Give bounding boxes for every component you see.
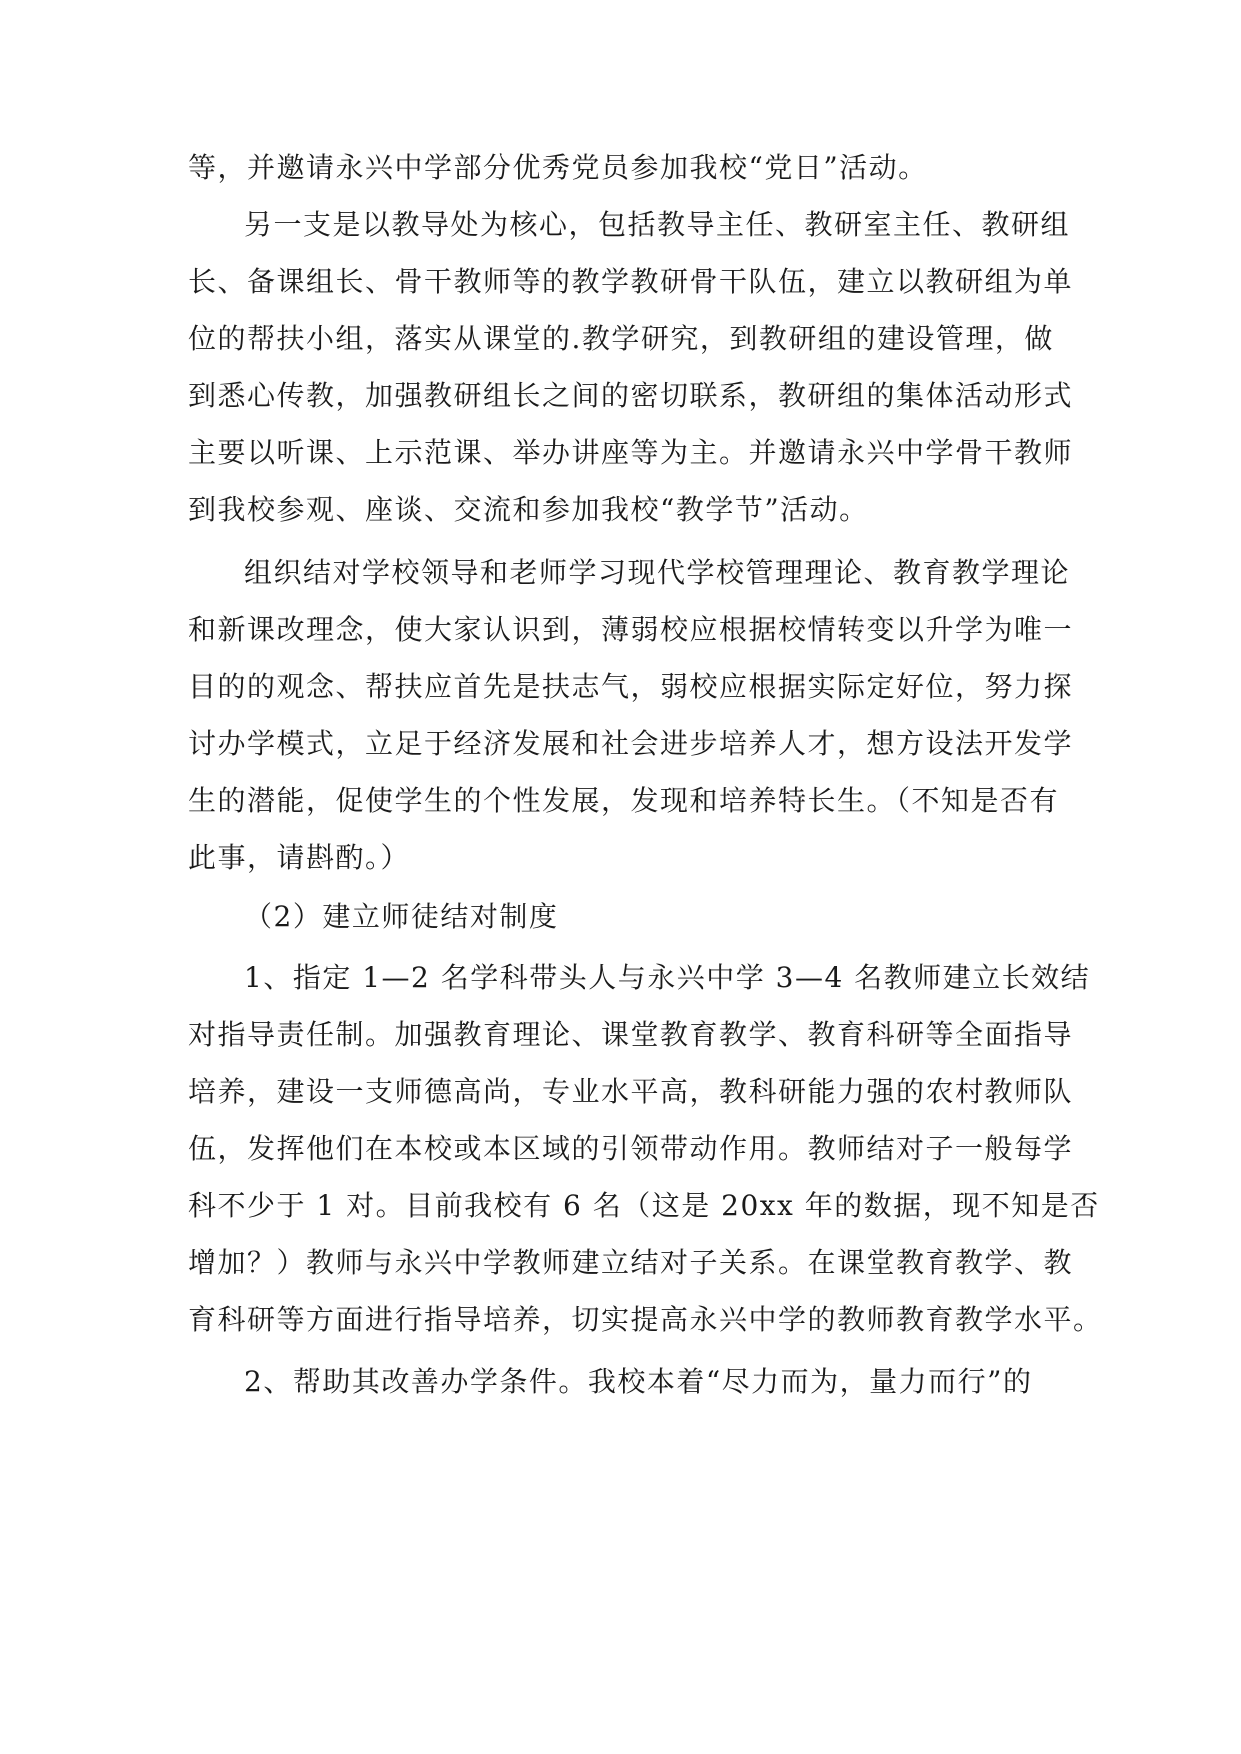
paragraph-line: 主要以听课、上示范课、举办讲座等为主。并邀请永兴中学骨干教师 [188,436,1074,469]
paragraph-line: 讨办学模式，立足于经济发展和社会进步培养人才，想方设法开发学 [188,727,1074,760]
paragraph-line: 生的潜能，促使学生的个性发展，发现和培养特长生。（不知是否有 [188,784,1060,817]
paragraph-line: 等，并邀请永兴中学部分优秀党员参加我校“党日”活动。 [188,151,928,184]
paragraph-line: 和新课改理念，使大家认识到，薄弱校应根据校情转变以升学为唯一 [188,613,1074,646]
paragraph-line: 长、备课组长、骨干教师等的教学教研骨干队伍，建立以教研组为单 [188,265,1074,298]
paragraph-line: 科不少于 1 对。目前我校有 6 名（这是 20xx 年的数据，现不知是否 [188,1189,1100,1222]
paragraph-line: 另一支是以教导处为核心，包括教导主任、教研室主任、教研组 [244,208,1071,241]
paragraph-line: 到悉心传教，加强教研组长之间的密切联系，教研组的集体活动形式 [188,379,1074,412]
paragraph-line: 2、帮助其改善办学条件。我校本着“尽力而为，量力而行”的 [244,1365,1033,1398]
paragraph-line: 到我校参观、座谈、交流和参加我校“教学节”活动。 [188,493,869,526]
paragraph-line: 增加？）教师与永兴中学教师建立结对子关系。在课堂教育教学、教 [188,1246,1074,1279]
paragraph-line: 培养，建设一支师德高尚，专业水平高，教科研能力强的农村教师队 [188,1075,1074,1108]
paragraph-line: 对指导责任制。加强教育理论、课堂教育教学、教育科研等全面指导 [188,1018,1074,1051]
section-heading: （2）建立师徒结对制度 [244,900,559,933]
paragraph-line: 育科研等方面进行指导培养，切实提高永兴中学的教师教育教学水平。 [188,1303,1103,1336]
paragraph-line: 目的的观念、帮扶应首先是扶志气，弱校应根据实际定好位，努力探 [188,670,1074,703]
paragraph-line: 此事，请斟酌。） [188,841,411,874]
paragraph-line: 组织结对学校领导和老师学习现代学校管理理论、教育教学理论 [244,556,1071,589]
paragraph-line: 伍，发挥他们在本校或本区域的引领带动作用。教师结对子一般每学 [188,1132,1074,1165]
paragraph-line: 位的帮扶小组，落实从课堂的.教学研究，到教研组的建设管理，做 [188,322,1054,355]
paragraph-line: 1、指定 1—2 名学科带头人与永兴中学 3—4 名教师建立长效结 [244,961,1091,994]
